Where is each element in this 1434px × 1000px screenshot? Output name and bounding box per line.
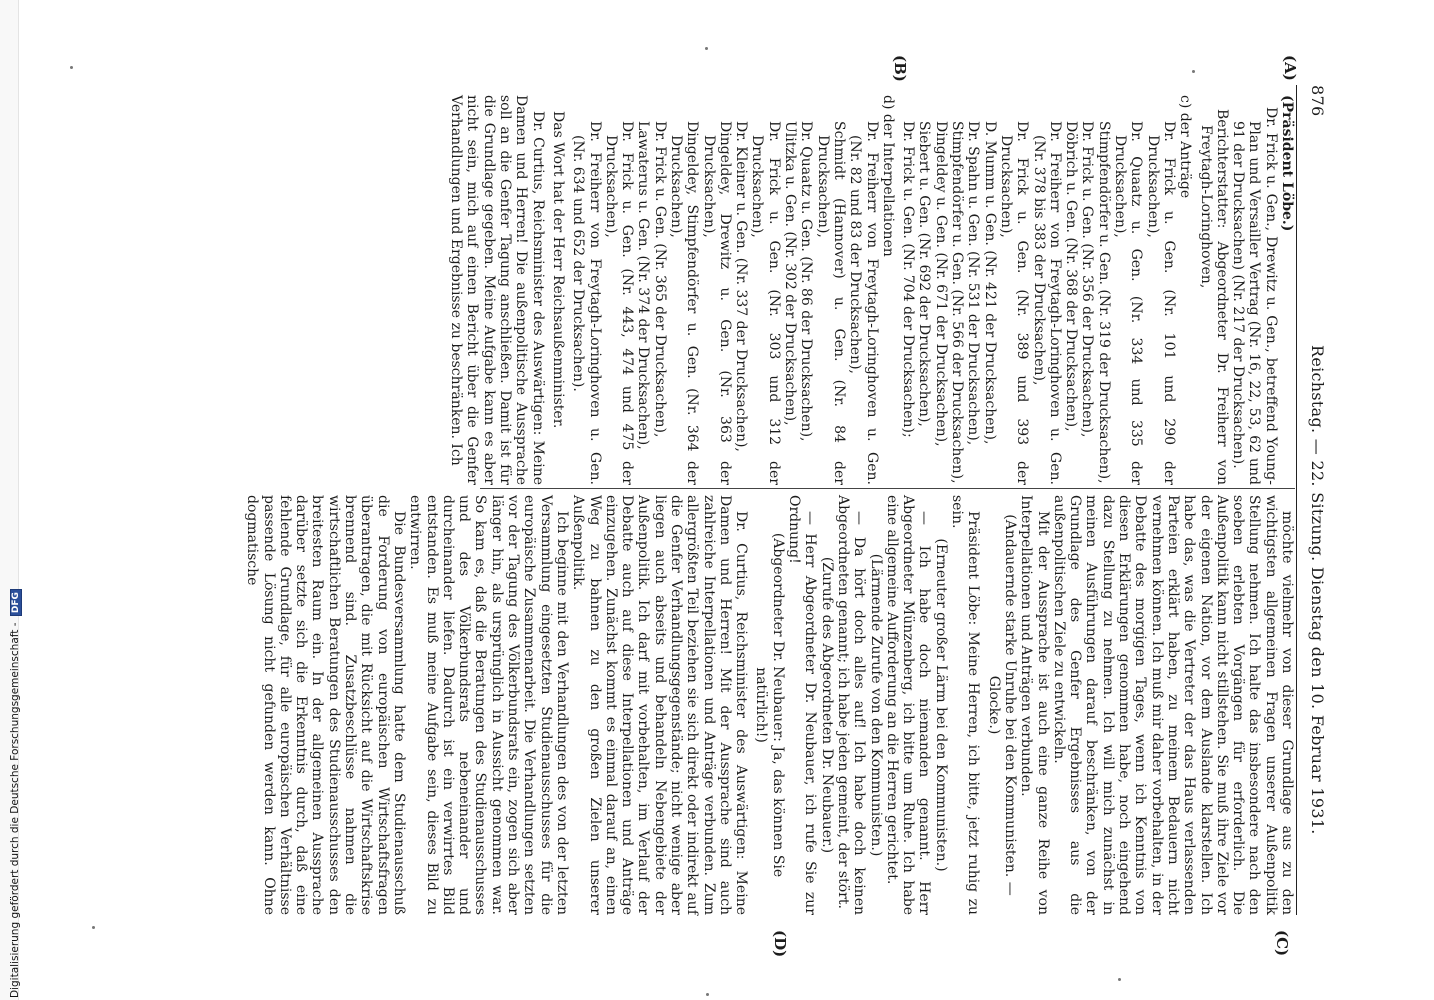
funding-credit-text: Digitalisierung gefördert durch die Deutsche Forschungsgemeinschaft - [9,622,21,998]
text-paragraph: Schmidt (Hannover) u. Gen. (Nr. 84 der Drucksachen), [814,121,847,485]
text-paragraph: Dr. Frick u. Gen., Drewitz u. Gen., betreffend Young-Plan und Versailler Vertrag (Nr. 16, 22, 53, 62 und 91 der Drucksachen) (Nr. 217 der Drucksachen). [1230,107,1279,485]
text-paragraph: — Da hört doch alles auf! Ich habe doch keinen Abgeordneten genannt; ich habe jeden gemeint, der stört. [834,495,868,915]
text-paragraph: (Lärmende Zurufe von den Kommunisten.) [867,553,884,857]
header-rule [1296,85,1297,915]
margin-marker-b: (B) [891,55,909,82]
text-paragraph: Stimpfendörfer u. Gen. (Nr. 319 der Drucksachen), [1095,121,1112,484]
margin-marker-c: (C) [1273,930,1291,957]
text-paragraph: (Erneuter großer Lärm bei den Kommunisten.) [932,538,949,872]
text-paragraph: Dr. Frick u. Gen. (Nr. 443, 474 und 475 der Drucksachen), [602,121,636,485]
text-paragraph: Dr. Quaatz u. Gen. (Nr. 86 der Drucksachen), [798,121,815,442]
text-paragraph: (Präsident Löbe.) [1279,95,1295,232]
text-paragraph: Ulitzka u. Gen. (Nr. 302 der Drucksachen), [782,121,799,426]
scan-speck [706,993,709,996]
left-column [448,95,1295,485]
text-paragraph: Dingeldey u. Gen. (Nr. 671 der Drucksachen), [932,121,949,447]
text-paragraph: möchte vielmehr von dieser Grundlage aus zu den wichtigsten allgemeinen Fragen unserer Außenpolitik Stellung nehmen. Ich halte das insbesondere nach den soeben erlebten Vorgängen für erforderlich. Die Außenpolitik kann nicht stillstehen. Sie muß ihre Ziele vor der eigenen Nation, vor dem Auslande klarstellen. Ich habe das, was die Vertreter der das Haus verlassenden Parteien erklärt haben, zu meinem Bedauern nicht vernehmen können. Ich muß mir daher vorbehalten, in der Debatte des morgigen Tages, wenn ich Kenntnis von diesen Erklärungen genommen habe, noch eingehend dazu Stellung zu nehmen. Ich will mich zunächst in meinen Ausführungen darauf beschränken, von der Grundlage des Genfer Ergebnisses aus die außenpolitischen Ziele zu entwickeln. [1050,495,1295,915]
text-paragraph: Döbrich u. Gen. (Nr. 368 der Drucksachen), [1063,121,1080,432]
text-paragraph: Die Bundesversammlung hatte dem Studienausschuß die Forderung von europäischen Wirtschaftsfragen überantragen, die mit Rücksicht auf die Wirtschaftskrise brennend sind. Zusatzbeschlüsse nahmen die wirtschaftlichen Beratungen des Studienausschusses den breitesten Raum ein. In der allgemeinen Aussprache darüber setzte sich die Erkenntnis durch, daß eine fehlende Grundlage, für alle europäischen Verhältnisse passende Lösung nicht gefunden werden kann. Ohne dogmatische [244,495,407,915]
text-paragraph: D. Mumm u. Gen. (Nr. 421 der Drucksachen), [981,121,998,445]
text-paragraph: Dr. Frick u. Gen. (Nr. 101 und 290 der Drucksachen), [1144,121,1177,485]
right-column [244,495,1295,915]
scan-speck [92,926,95,929]
text-paragraph: Dr. Frick u. Gen. (Nr. 303 und 312 der Drucksachen), [749,121,782,485]
text-paragraph: Dr. Freiherr von Freytagh-Loringhoven u. Gen. (Nr. 378 bis 383 der Drucksachen), [1030,121,1063,485]
text-paragraph: Dr. Kleiner u. Gen. (Nr. 337 der Drucksachen), [733,121,750,452]
scan-speck [705,47,708,50]
funding-credit [9,589,22,998]
text-paragraph: Dr. Freiherr von Freytagh-Loringhoven u. Gen. (Nr. 634 und 652 der Drucksachen). [570,121,603,485]
text-paragraph: Dr. Curtius, Reichsminister des Auswärtigen: Meine Damen und Herren! Die außenpolitische Aussprache soll an die Genfer Tagung anschließen. Damit ist für die Grundlage gegeben. Meine Aufgabe kann es aber nicht sein, mich auf einen Bericht über die Genfer Verhandlungen und Ergebnisse zu beschränken. Ich [448,95,546,485]
text-paragraph: Dr. Frick u. Gen. (Nr. 365 der Drucksachen), [651,121,668,438]
margin-marker-a: (A) [1281,55,1299,81]
running-title: Reichstag. — 22. Sitzung. Dienstag den 10. Februar 1931. [1308,345,1327,835]
text-paragraph: Dingeldey, Drewitz u. Gen. (Nr. 363 der Drucksachen), [700,121,733,485]
text-paragraph: Berichterstatter: Abgeordneter Dr. Freiherr von Freytagh-Loringhoven, [1197,109,1230,485]
text-paragraph: Dr. Spahn u. Gen. (Nr. 531 der Drucksachen), [965,121,982,446]
text-paragraph: Siebert u. Gen. (Nr. 692 der Drucksachen), [916,121,933,427]
margin-marker-d: (D) [771,930,789,958]
text-paragraph: Stimpfendörfer u. Gen. (Nr. 566 der Drucksachen), [949,121,966,484]
page-header [1301,85,1329,955]
text-paragraph: Dr. Quaatz u. Gen. (Nr. 334 und 335 der Drucksachen), [1112,121,1145,485]
text-paragraph: Dr. Frick u. Gen. (Nr. 704 der Drucksachen); [900,121,917,438]
scan-speck [70,66,73,69]
digitization-sidebar [0,0,19,1000]
text-paragraph: Dr. Frick u. Gen. (Nr. 356 der Drucksachen), [1079,121,1096,438]
page-number: 876 [1308,85,1327,117]
scan-speck [1192,70,1195,73]
text-paragraph: Präsident Löbe: Meine Herren, ich bitte, jetzt ruhig zu sein. [949,495,982,915]
text-paragraph: Dr. Freiherr von Freytagh-Loringhoven u. Gen. (Nr. 82 und 83 der Drucksachen), [847,121,880,485]
dfg-logo: DFG [10,589,22,616]
text-paragraph: (Zurufe des Abgeordneten Dr. Neubauer.) [818,556,835,854]
text-paragraph: (Abgeordneter Dr. Neubauer: Ja, das können Sie natürlich!) [753,532,786,878]
text-paragraph: c) der Anträge [1177,95,1194,199]
text-paragraph: Lawaterus u. Gen. (Nr. 374 der Drucksachen), [635,121,652,450]
rotated-page [119,55,1329,958]
text-paragraph: d) der Interpellationen [879,95,896,257]
text-paragraph: Dr. Curtius, Reichsminister des Auswärtigen: Meine Damen und Herren! Mit der Aussprache sind auch zahlreiche Interpellationen und Anträge verbunden. Zum allergrößten Teil beziehen sie sich direkt oder indirekt auf die Genfer Verhandlungsgegenstände; nicht wenige aber liegen auch abseits und behandeln Nebengebiete der Außenpolitik. Ich darf mit vorbehalten, im Verlauf der Debatte auch auf diese Interpellationen und Anträge einzugehen. Zunächst kommt es einmal darauf an, einen Weg zu bahnen zu den großen Zielen unserer Außenpolitik. [570,495,750,915]
text-paragraph: — Ich habe doch niemanden genannt. Herr Abgeordneter Münzenberg, ich bitte um Ruhe. Ich habe eine allgemeine Aufforderung an die Herren gerichtet. [883,495,933,915]
text-paragraph: Das Wort hat der Herr Reichsaußenminister. [549,111,566,429]
column-rule [480,488,1295,489]
text-paragraph: Ich beginne mit den Verhandlungen des von der letzten Versammlung eingesetzten Studienausschusses für die europäische Zusammenarbeit. Die Verhandlungen setzten vor der Tagung des Völkerbundsrats ein, zogen sich aber länger hin, als ursprünglich in Aussicht genommen war. So kam es, daß die Beratungen des Studienausschusses und des Völkerbundsrats nebeneinander und durcheinander liefen. Dadurch ist ein verwirrtes Bild entstanden. Es muß meine Aufgabe sein, dieses Bild zu entwirren. [407,495,570,915]
text-paragraph: Dr. Frick u. Gen. (Nr. 389 und 393 der Drucksachen), [997,121,1031,485]
text-paragraph: (Andauernde starke Unruhe bei den Kommunisten. — Glocke.) [985,514,1018,896]
scan-speck [1118,978,1121,981]
text-paragraph: Dingeldey, Stimpfendörfer u. Gen. (Nr. 364 der Drucksachen), [668,121,701,485]
text-paragraph: — Herr Abgeordneter Dr. Neubauer, ich rufe Sie zur Ordnung! [786,495,819,915]
text-paragraph: Mit der Aussprache ist auch eine ganze Reihe von Interpellationen und Anträgen verbunden. [1018,495,1051,915]
